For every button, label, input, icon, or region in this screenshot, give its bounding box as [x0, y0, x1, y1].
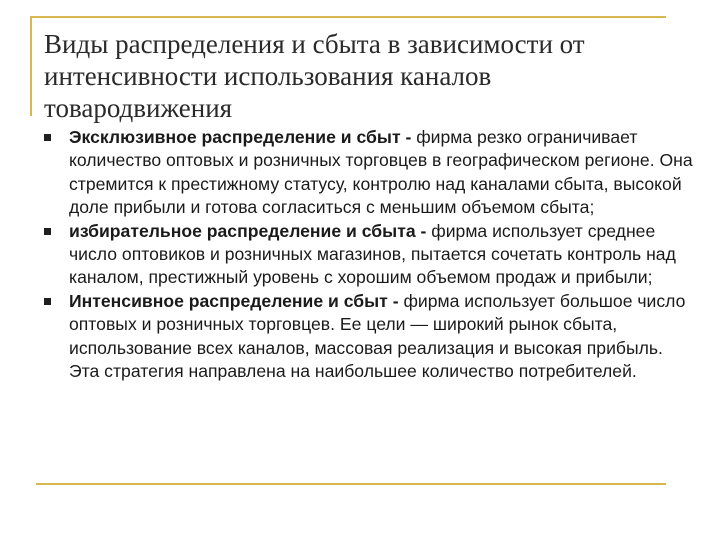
top-rule: [30, 16, 666, 18]
bullet-text: фирма резко ограничивает количество оптовых и розничных торговцев в географическом регионе. Она стремится к престижному статусу, контролю над каналами сбыта, высокой доле прибыли и готова согласиться с меньшим объемом сбыта;: [69, 127, 693, 218]
bullet-text: фирма использует большое число оптовых и розничных торговцев. Ее цели — широкий рынок сбыта, использование всех каналов, массовая реализация и высокая прибыль. Эта стратегия направлена на наибольшее количество потребителей.: [69, 290, 686, 382]
bullet-text: фирма использует среднее число оптовиков и розничных магазинов, пытается сочетать контроль над каналом, престижный уровень с хорошим объемом продаж и прибыли;: [69, 220, 676, 288]
bullet-list: [44, 126, 694, 383]
square-bullet-icon: [44, 298, 51, 305]
left-rule: [30, 16, 32, 116]
slide-title: Виды распределения и сбыта в зависимости от интенсивности использования каналов товародвижения: [44, 29, 585, 123]
bullet-term: Интенсивное распределение и сбыт -: [69, 290, 399, 311]
bullet-term: избирательное распределение и сбыта -: [69, 220, 427, 241]
bottom-rule: [36, 483, 666, 485]
square-bullet-icon: [44, 228, 51, 235]
bullet-selective: [44, 220, 694, 290]
square-bullet-icon: [44, 134, 51, 141]
bullet-term: Эксклюзивное распределение и сбыт -: [69, 127, 412, 147]
bullet-exclusive: [44, 126, 694, 220]
bullet-intensive: [44, 290, 694, 384]
